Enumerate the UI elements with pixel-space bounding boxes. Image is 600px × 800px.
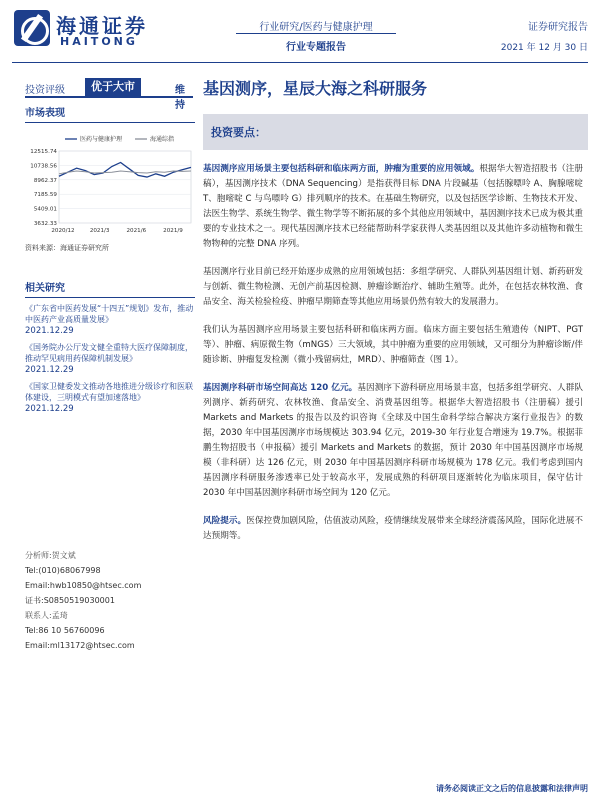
chart-series-line [59,162,191,177]
related-research-list [25,303,195,415]
analyst-contacts [25,548,195,653]
market-performance-title: 市场表现 [25,104,195,123]
logo-chinese-text: 海通证券 [56,14,148,38]
haitong-logo-icon [14,10,50,46]
contact-tel: Tel:86 10 56760096 [25,626,105,635]
related-item[interactable]: 《国务院办公厅发文健全重特大医疗保障制度，推动罕见病用药保障机制发展》 2021.12.29 [25,343,193,375]
chart-y-tick-label: 12515.74 [30,149,57,155]
chart-y-tick-label: 7185.59 [33,192,57,199]
left-sidebar [25,104,195,415]
chart-y-tick-label: 10738.56 [30,163,57,170]
logo-english-text: HAITONG [60,35,138,48]
disclaimer-footer: 请务必阅读正文之后的信息披露和法律声明 [300,782,588,794]
header-divider [236,33,396,34]
rating-change: 维持 [175,85,185,111]
header-rule [12,62,588,63]
related-item[interactable]: 《国家卫健委发文推动各地推进分级诊疗和医联体建设，三明模式有望加速落地》 2021.12.29 [25,382,193,414]
analyst-name: 分析师:贺文斌 [25,551,76,560]
key-points-box [203,114,588,150]
related-item[interactable]: 《广东省中医药发展“十四五”规划》发布，推动中医药产业高质量发展》 2021.12.29 [25,304,194,336]
report-subtype: 行业专题报告 [286,42,346,53]
contact-name: 联系人:孟琦 [25,611,68,620]
chart-plot-frame [59,151,191,223]
report-body [203,162,583,557]
chart-y-tick-label: 3632.33 [33,221,57,227]
chart-x-tick-label: 2020/12 [51,228,75,234]
body-paragraph: 我们认为基因测序应用场景主要包括科研和临床两方面。临床方面主要包括生殖遗传（NIPT、PGT 等）、肿瘤、病原微生物（mNGS）三大领域，其中肿瘤为重要的应用领域，又可细分为肿瘤诊断/伴随诊断、肿瘤复发检测（微小残留病灶，MRD）、肿瘤筛查（图 1）。 [203,325,583,365]
chart-svg [25,129,195,239]
analyst-email[interactable]: Email:hwb10850@htsec.com [25,581,142,590]
report-title: 基因测序，星辰大海之科研服务 [203,79,428,98]
company-logo [14,10,174,50]
investment-rating [25,78,193,111]
body-paragraph: 基因测序应用场景主要包括科研和临床两方面，肿瘤为重要的应用领域。根据华大智造招股书（注册稿），基因测序技术（DNA Sequencing）是指获得目标 DNA 片段碱基（包括腺嘌呤 A、胸腺嘧啶 T、胞嘧啶 C 与鸟嘌呤 G）排列顺序的技术。在基础生物研究，以及包括医学诊断、生物技术开发、法医生物学、系统生物学、微生物学等不断拓展的多个其他应用领域中，基因测序技术已成为极其重要的专业技术之一。现代基因测序技术已经能帮助科学家获得人类基因组以及其他许多动植物和微生物物种的完整 DNA 序列。 [203,164,583,249]
chart-source: 资料来源：海通证券研究所 [25,244,109,252]
body-paragraph: 风险提示。医保控费加剧风险，估值波动风险，疫情继续发展带来全球经济震荡风险，国际化进展不达预期等。 [203,516,583,541]
market-performance-chart [25,129,195,239]
analyst-tel: Tel:(010)68067998 [25,566,101,575]
report-date: 2021 年 12 月 30 日 [500,43,588,53]
rating-label: 投资评级 [25,85,65,96]
chart-legend-label: 海通综指 [150,136,175,143]
body-paragraph: 基因测序科研市场空间高达 120 亿元。基因测序下游科研应用场景丰富，包括多组学研究、人群队列测序、新药研究、农林牧渔、食品安全、消费基因组等。根据华大智造招股书（注册稿）援引 Markets and Markets 的报告以及约识咨询《全球及中国生命科学综合解决方案行业报告》的数据，2030 年中国基因测序市场规模达 303.94 亿元，2019-30 年行业复合增速为 19.7%。根据菲鹏生物招股书（申报稿）援引 Markets and Markets 的数据，预计 2030 年中国基因测序市场规模（非科研）达 126 亿元，则 2030 年中国基因测序科研市场规模为 178 亿元。我们考虑到国内基因测序科研服务渗透率已处于较高水平，发展成熟的科研项目逐渐转化为临床项目，保守估计 2030 年中国基因测序科研市场空间为 120 亿元。 [203,383,583,498]
contact-email[interactable]: Email:ml13172@htsec.com [25,641,135,650]
report-category: 行业研究/医药与健康护理 [259,22,373,33]
chart-legend-label: 医药与健康护理 [80,136,123,143]
chart-x-tick-label: 2021/6 [126,228,147,234]
analyst-certificate: 证书:S0850519030001 [25,596,115,605]
chart-x-tick-label: 2021/9 [163,228,183,234]
rating-value: 优于大市 [85,78,141,96]
chart-y-tick-label: 5409.01 [33,206,57,213]
related-research-title: 相关研究 [25,279,195,298]
body-paragraph: 基因测序行业目前已经开始逐步成熟的应用领域包括：多组学研究、人群队列基因组计划、新药研发与创新、微生物检测、无创产前基因检测、肿瘤诊断治疗、辅助生殖等。此外，在包括农林牧渔、食品安全、海关检验检疫、肿瘤早期筛查等其他应用场景仍然有较大的发展潜力。 [203,267,583,307]
report-header [0,0,600,62]
key-points-title: 投资要点： [211,126,266,139]
chart-x-tick-label: 2021/3 [89,228,110,234]
report-type: 证券研究报告 [528,22,588,33]
chart-y-tick-label: 8962.37 [33,177,57,184]
